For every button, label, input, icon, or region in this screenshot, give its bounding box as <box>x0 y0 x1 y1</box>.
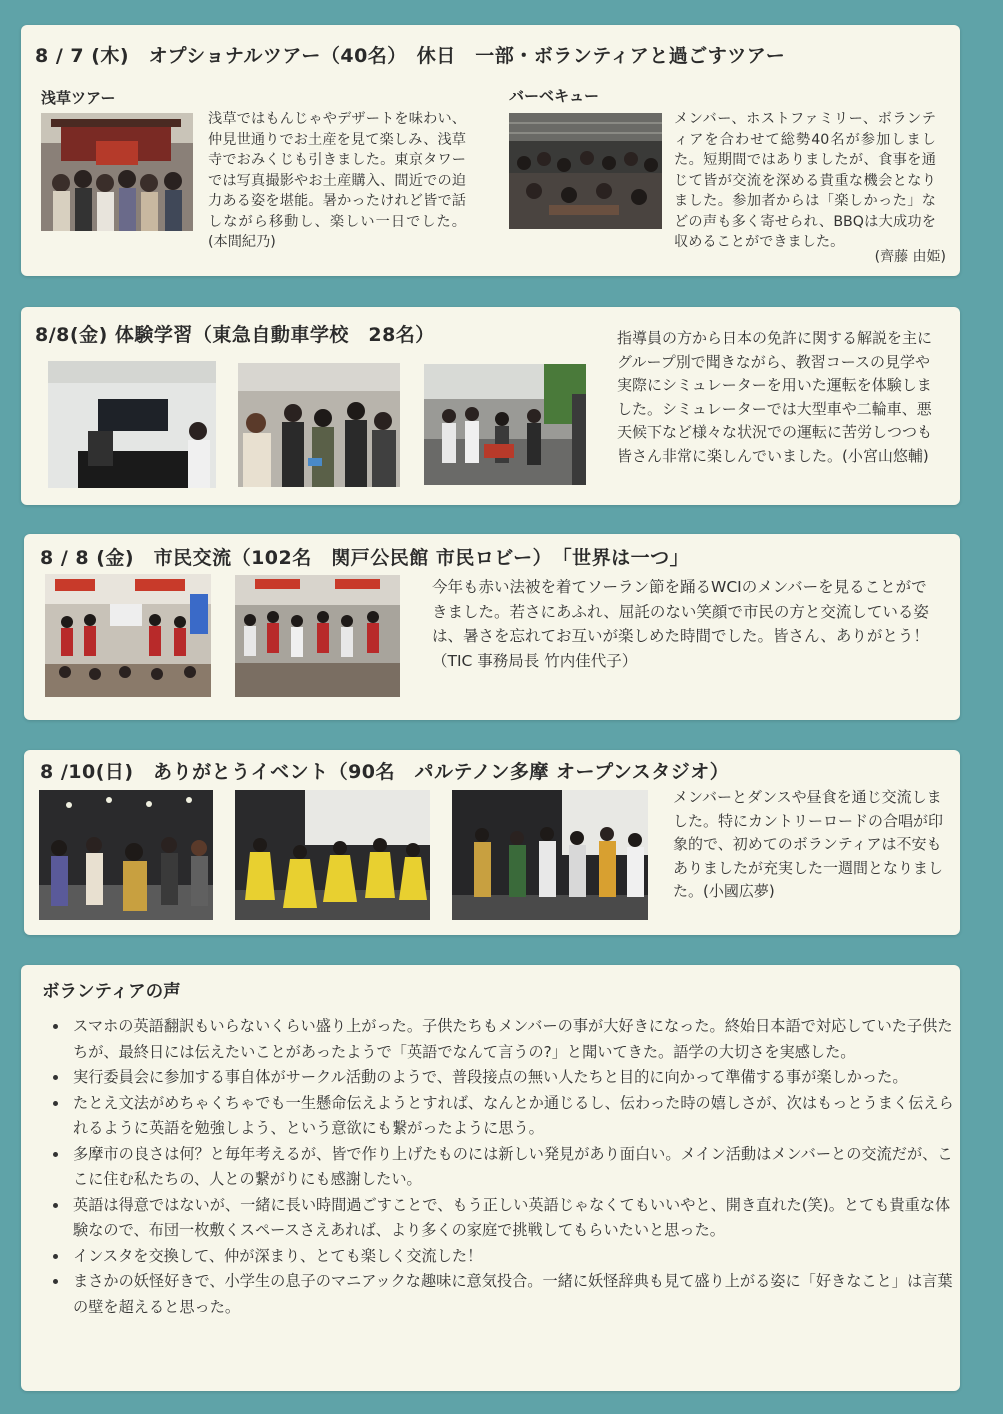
citizen-text: 今年も赤い法被を着てソーラン節を踊るWCIのメンバーを見ることができました。若さにあふれ、屈託のない笑顔で市民の方と交流している姿は、暑さを忘れてお互いが楽しめた時間でした。皆さん、ありがとう！（TIC 事務局長 竹内佳代子） <box>432 578 929 670</box>
voices-title: ボランティアの声 <box>42 982 181 1002</box>
driving-photo-group <box>238 363 400 487</box>
voice-item: • まさかの妖怪好きで、小学生の息子のマニアックな趣味に意気投合。一緒に妖怪辞典も見て盛り上がる姿に「好きなこと」は言葉の壁を超えると思った。 <box>69 1269 959 1320</box>
voice-item: • 実行委員会に参加する事自体がサークル活動のようで、普段接点の無い人たちと目的に向かって準備する事が楽しかった。 <box>69 1065 959 1091</box>
thanks-card <box>24 750 960 935</box>
citizen-card <box>24 534 960 720</box>
voice-item: • インスタを交換して、仲が深まり、とても楽しく交流した！ <box>69 1244 959 1270</box>
driving-card <box>21 307 960 505</box>
thanks-photo-singing <box>452 790 648 920</box>
bbq-heading: バーベキュー <box>509 87 600 105</box>
asakusa-text: 浅草ではもんじゃやデザートを味わい、仲見世通りでお土産を見て楽しみ、浅草寺でおみくじも引きました。東京タワーでは写真撮影やお土産購入、間近での迫力ある姿を堪能。暑かったけれど皆で話しながら移動し、楽しい一日でした。(本間紀乃) <box>208 111 466 250</box>
bbq-photo <box>509 113 662 229</box>
optional-tour-card <box>21 25 960 276</box>
voices-card <box>21 965 960 1391</box>
asakusa-photo <box>41 113 193 231</box>
driving-photo-simulator <box>48 361 216 488</box>
thanks-photo-performance <box>235 790 430 920</box>
driving-text: 指導員の方から日本の免許に関する解説を主にグループ別で聞きながら、教習コースの見学や実際にシミュレーターを用いた運転を体験しました。シミュレーターでは大型車や二輪車、悪天候下など様々な状況での運転に苦労しつつも皆さん非常に楽しんでいました。(小宮山悠輔) <box>617 329 933 465</box>
voice-item: • たとえ文法がめちゃくちゃでも一生懸命伝えようとすれば、なんとか通じるし、伝わった時の嬉しさが、次はもっとうまく伝えられるように英語を勉強しよう、という意欲にも繋がったように思う。 <box>69 1091 959 1142</box>
thanks-title: 8 /10(日) ありがとうイベント（90名 パルテノン多摩 オープンスタジオ） <box>40 761 730 783</box>
bbq-text: メンバー、ホストファミリー、ボランティアを合わせて総勢40名が参加しました。短期間ではありましたが、食事を通じて皆が交流を深める貴重な機会となりました。参加者からは「楽しかった」などの声も多く寄せられ、BBQは大成功を収めることができました。 <box>674 111 936 250</box>
citizen-photo-crowd <box>235 575 400 697</box>
voice-item: • 多摩市の良さは何？と毎年考えるが、皆で作り上げたものには新しい発見があり面白い。メイン活動はメンバーとの交流だが、ここに住む私たちの、人との繋がりにも感謝したい。 <box>69 1142 959 1193</box>
driving-title: 8/8(金) 体験学習（東急自動車学校 28名） <box>35 324 435 346</box>
voice-item: • 英語は得意ではないが、一緒に長い時間過ごすことで、もう正しい英語じゃなくてもいいやと、開き直れた(笑)。とても貴重な体験なので、布団一枚敷くスペースさえあれば、より多くの家庭で挑戦してもらいたいと思った。 <box>69 1193 959 1244</box>
voice-item: • スマホの英語翻訳もいらないくらい盛り上がった。子供たちもメンバーの事が大好きになった。終始日本語で対応していた子供たちが、最終日には伝えたいことがあったようで「英語でなんて言うの?」と聞いてきた。語学の大切さを実感した。 <box>69 1014 959 1065</box>
thanks-photo-dance <box>39 790 213 920</box>
citizen-photo-dance <box>45 574 211 697</box>
driving-photo-course <box>424 364 586 485</box>
optional-tour-title: 8 / 7 (木) オプショナルツアー（40名） 休日 一部・ボランティアと過ごすツアー <box>35 45 786 67</box>
voices-list <box>47 1014 959 1320</box>
bbq-author: (齊藤 由姫) <box>874 249 946 265</box>
thanks-text: メンバーとダンスや昼食を通じ交流しました。特にカントリーロードの合唱が印象的で、初めてのボランティアは不安もありましたが充実した一週間となりました。(小國広夢) <box>673 788 944 900</box>
citizen-title: 8 / 8 (金) 市民交流（102名 関戸公民館 市民ロビー） 「世界は一つ」 <box>40 547 690 569</box>
asakusa-heading: 浅草ツアー <box>41 89 116 107</box>
